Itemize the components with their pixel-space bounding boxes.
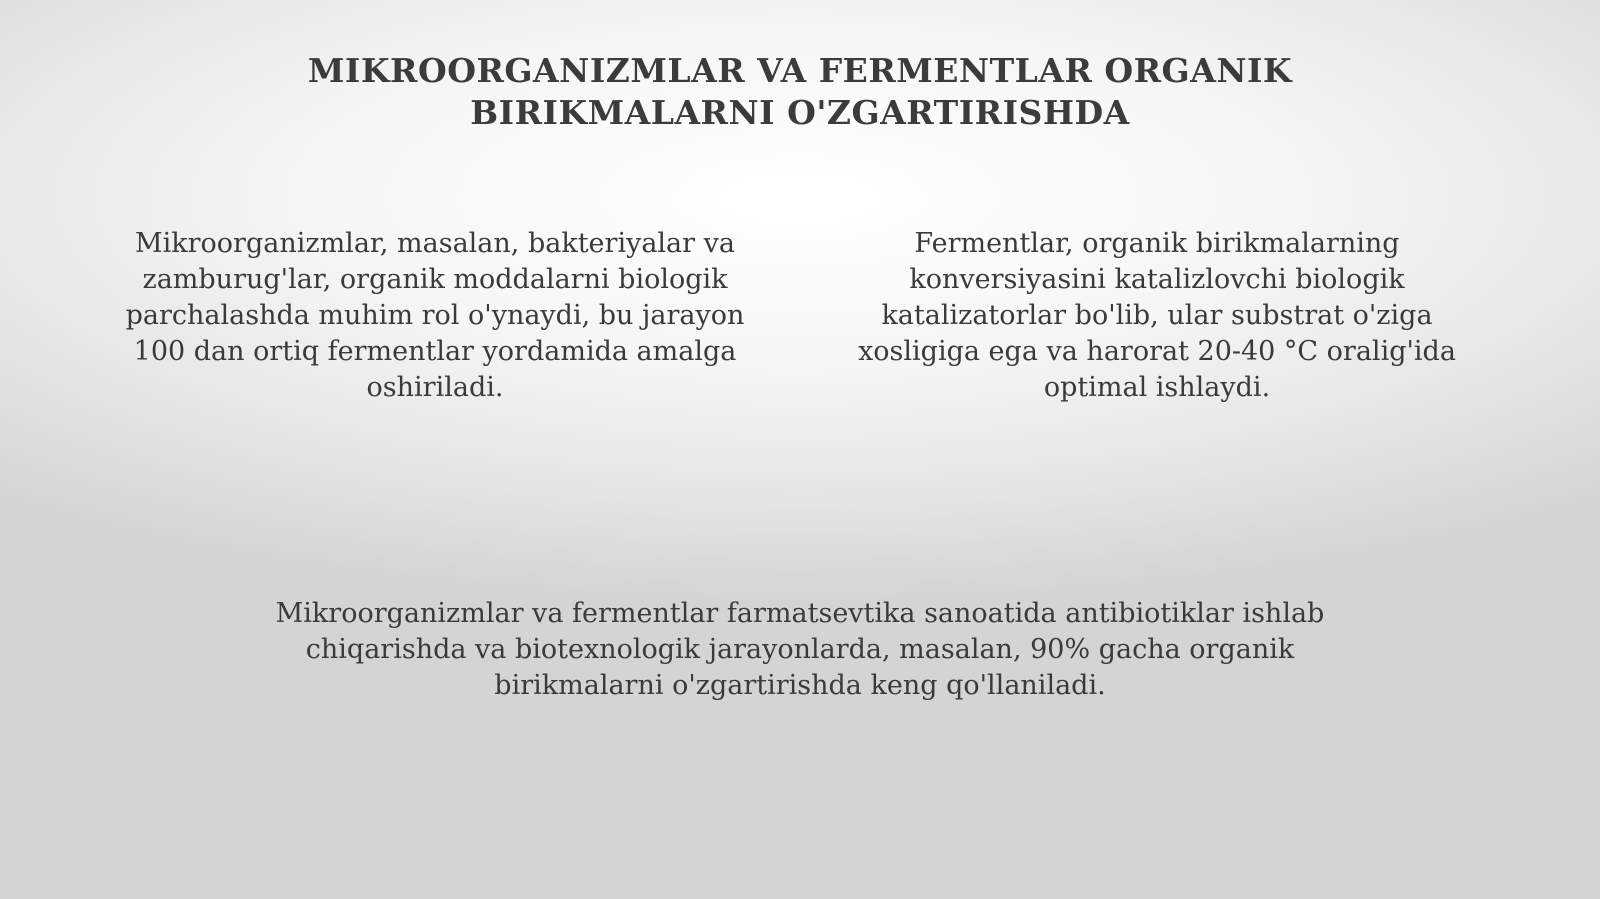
- left-text-column: Mikroorganizmlar, masalan, bakteriyalar va zamburug'lar, organik moddalarni biologik parchalashda muhim rol o'ynaydi, bu jarayon 100 dan ortiq fermentlar yordamida amalga oshiriladi.: [125, 228, 745, 403]
- slide-title: MIKROORGANIZMLAR VA FERMENTLAR ORGANIK BIRIKMALARNI O'ZGARTIRISHDA: [307, 51, 1293, 132]
- bottom-text-block: Mikroorganizmlar va fermentlar farmatsevtika sanoatida antibiotiklar ishlab chiqarishda va biotexnologik jarayonlarda, masalan, 90% gacha organik birikmalarni o'zgartirishda keng qo'llaniladi.: [275, 598, 1325, 701]
- right-text-column: Fermentlar, organik birikmalarning konversiyasini katalizlovchi biologik katalizatorlar bo'lib, ular substrat o'ziga xosligiga ega va harorat 20-40 °C oralig'ida optimal ishlaydi.: [858, 228, 1456, 403]
